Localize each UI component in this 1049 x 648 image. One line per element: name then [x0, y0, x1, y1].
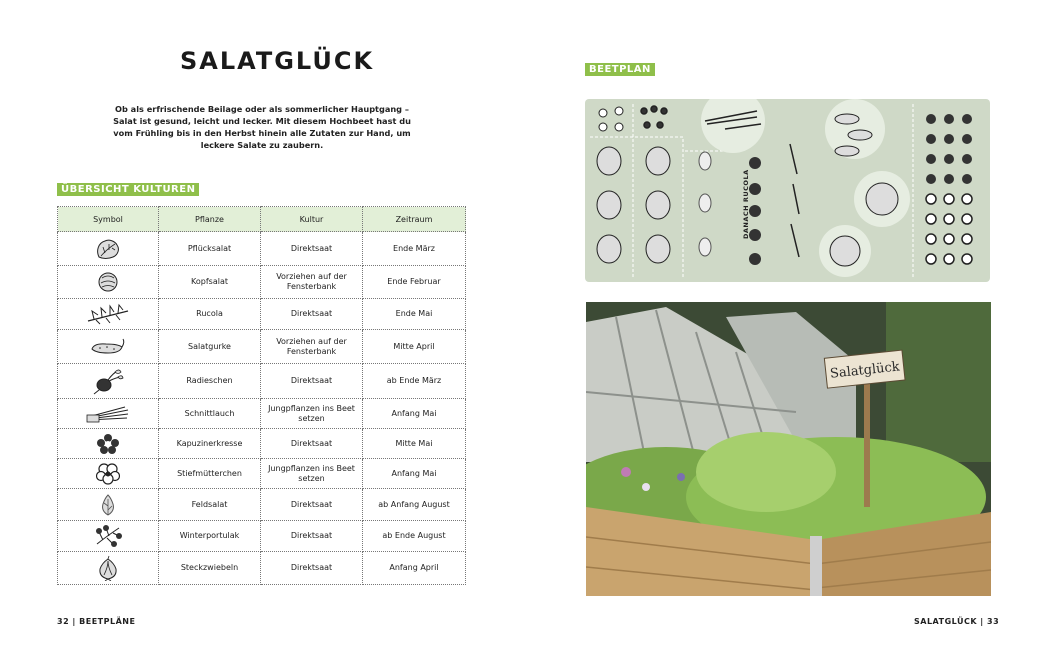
symbol-cell [58, 521, 159, 552]
table-row [58, 266, 466, 299]
symbol-cell [58, 364, 159, 399]
section-label-overview: ÜBERSICHT KULTUREN [57, 183, 199, 196]
pflanze-cell: Schnittlauch [159, 399, 261, 429]
kultur-cell: Direktsaat [261, 429, 363, 459]
table-header-row [58, 207, 466, 232]
cucumber-icon [88, 336, 128, 358]
zeitraum-cell: Ende März [363, 232, 466, 266]
column-header: Pflanze [159, 207, 261, 232]
culture-table [57, 206, 466, 585]
zeitraum-cell: Anfang April [363, 552, 466, 585]
zeitraum-cell: ab Anfang August [363, 489, 466, 521]
lambs-lettuce-icon [96, 493, 120, 517]
nasturtium-icon [96, 433, 120, 455]
kultur-cell: Jungpflanzen ins Beet setzen [261, 459, 363, 489]
page-title: SALATGLÜCK [180, 47, 375, 75]
table-row [58, 429, 466, 459]
pflanze-cell: Salatgurke [159, 330, 261, 364]
zeitraum-cell: Anfang Mai [363, 399, 466, 429]
kultur-cell: Direktsaat [261, 232, 363, 266]
zeitraum-cell: Mitte Mai [363, 429, 466, 459]
table-row [58, 459, 466, 489]
sign-label: Salatglück [829, 359, 901, 382]
section-label-bedplan: BEETPLAN [585, 63, 655, 76]
kultur-cell: Direktsaat [261, 364, 363, 399]
raised-bed-photo-drawing [586, 302, 991, 596]
table-row [58, 364, 466, 399]
zeitraum-cell: Anfang Mai [363, 459, 466, 489]
pansy-icon [96, 463, 120, 485]
table-row [58, 489, 466, 521]
kultur-cell: Vorziehen auf der Fensterbank [261, 266, 363, 299]
onion-set-icon [95, 555, 121, 581]
footer-left: 32 | BEETPLÄNE [57, 617, 136, 626]
column-header: Symbol [58, 207, 159, 232]
kultur-cell: Jungpflanzen ins Beet setzen [261, 399, 363, 429]
kultur-cell: Direktsaat [261, 299, 363, 330]
bed-plan-illustration [585, 99, 990, 282]
pflanze-cell: Pflücksalat [159, 232, 261, 266]
footer-right: SALATGLÜCK | 33 [914, 617, 1000, 626]
kultur-cell: Direktsaat [261, 552, 363, 585]
kultur-cell: Direktsaat [261, 521, 363, 552]
symbol-cell [58, 489, 159, 521]
radish-icon [91, 367, 125, 395]
rucola-icon [86, 303, 130, 325]
raised-bed-photo [586, 302, 991, 596]
kultur-cell: Vorziehen auf der Fensterbank [261, 330, 363, 364]
kultur-cell: Direktsaat [261, 489, 363, 521]
pflanze-cell: Rucola [159, 299, 261, 330]
pflanze-cell: Stiefmütterchen [159, 459, 261, 489]
column-header: Zeitraum [363, 207, 466, 232]
table-row [58, 399, 466, 429]
pflanze-cell: Radieschen [159, 364, 261, 399]
intro-text: Ob als erfrischende Beilage oder als sommerlicher Hauptgang – Salat ist gesund, leicht und lecker. Mit diesem Hochbeet hast du vom Frühling bis in den Herbst hinein alle Zutaten zur Hand, um leckere Salate zu zaubern. [113, 104, 411, 150]
symbol-cell [58, 299, 159, 330]
symbol-cell [58, 330, 159, 364]
pflanze-cell: Feldsalat [159, 489, 261, 521]
pflanze-cell: Kopfsalat [159, 266, 261, 299]
zeitraum-cell: Mitte April [363, 330, 466, 364]
zeitraum-cell: Ende Mai [363, 299, 466, 330]
plan-note: DANACH RUCOLA [742, 169, 750, 239]
table-row [58, 232, 466, 266]
pflanze-cell: Winterportulak [159, 521, 261, 552]
table-row [58, 299, 466, 330]
zeitraum-cell: ab Ende August [363, 521, 466, 552]
symbol-cell [58, 399, 159, 429]
bed-plan-drawing [585, 99, 990, 282]
chives-icon [85, 404, 131, 424]
head-lettuce-icon [93, 270, 123, 294]
pflanze-cell: Kapuzinerkresse [159, 429, 261, 459]
table-row [58, 521, 466, 552]
column-header: Kultur [261, 207, 363, 232]
symbol-cell [58, 266, 159, 299]
symbol-cell [58, 459, 159, 489]
lettuce-leaf-icon [93, 237, 123, 261]
zeitraum-cell: ab Ende März [363, 364, 466, 399]
symbol-cell [58, 429, 159, 459]
table-row [58, 552, 466, 585]
table-row [58, 330, 466, 364]
pflanze-cell: Steckzwiebeln [159, 552, 261, 585]
symbol-cell [58, 552, 159, 585]
symbol-cell [58, 232, 159, 266]
winter-purslane-icon [93, 524, 123, 548]
zeitraum-cell: Ende Februar [363, 266, 466, 299]
